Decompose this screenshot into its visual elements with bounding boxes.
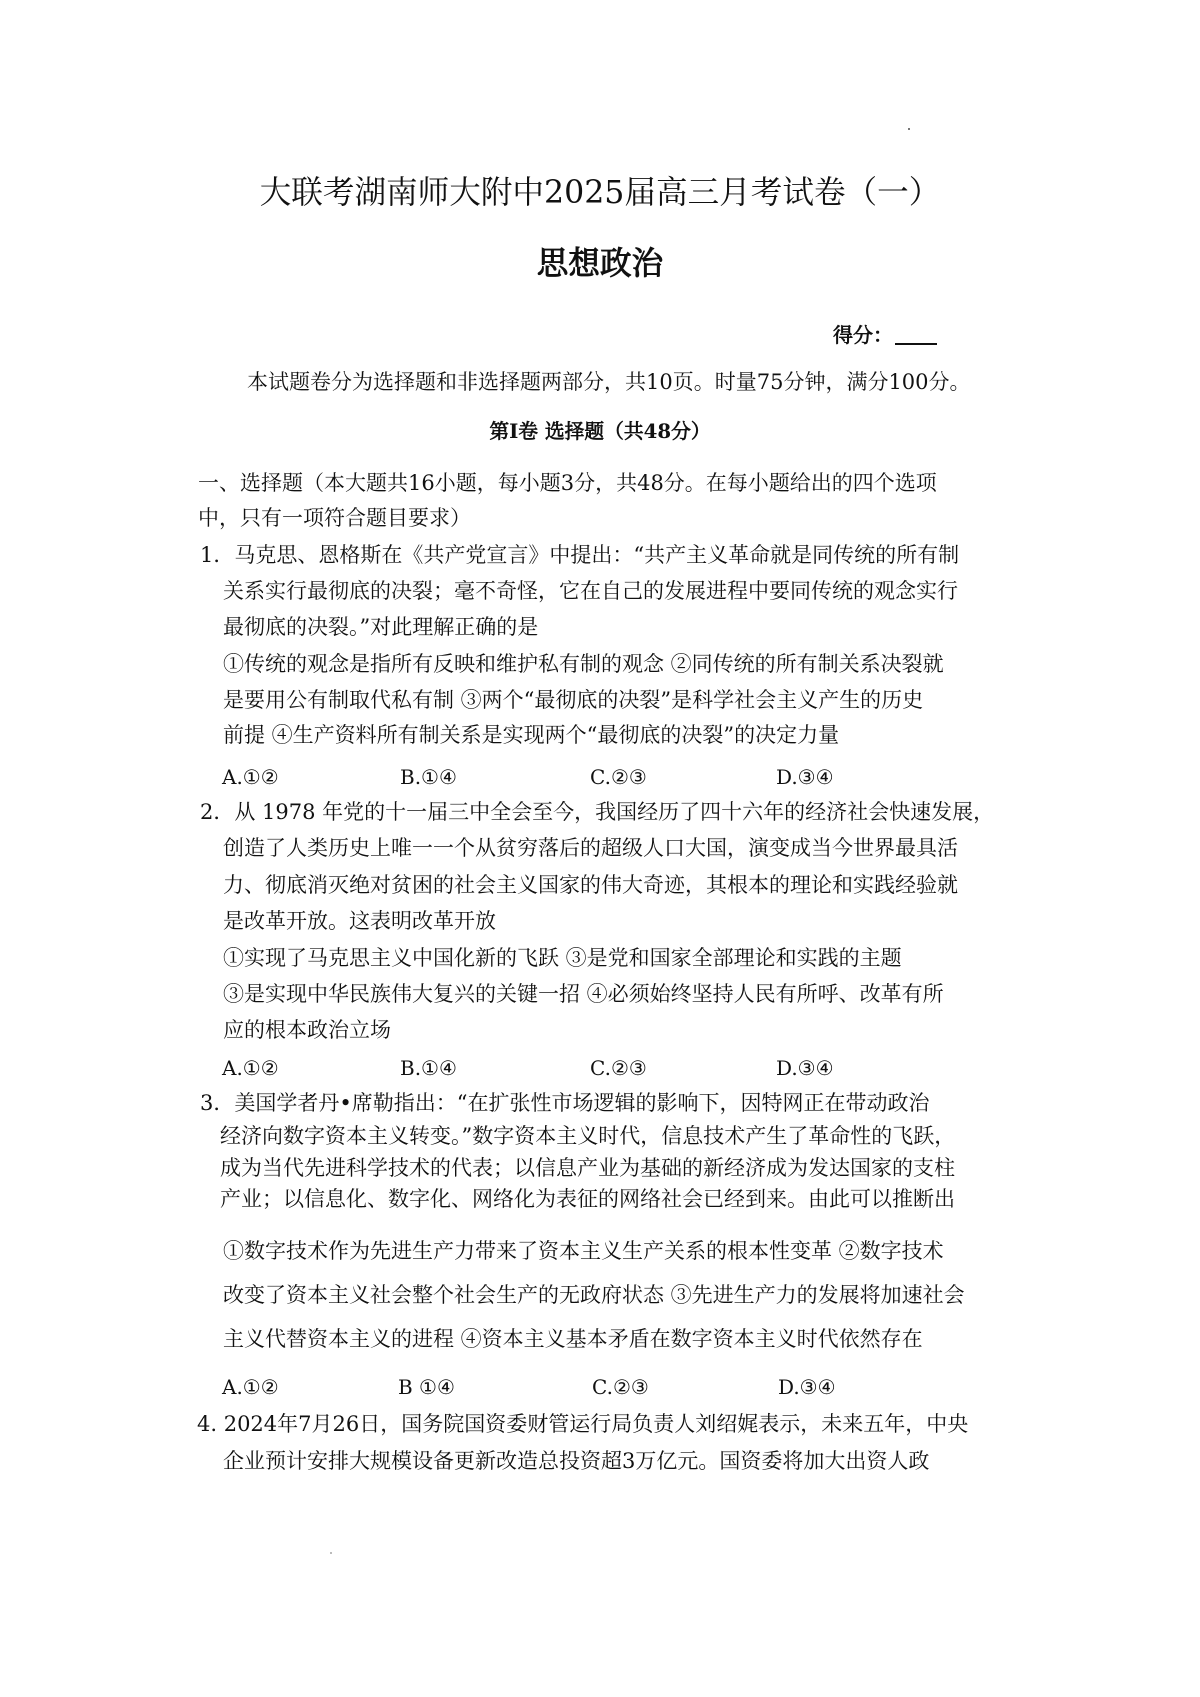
question-stem-line: 成为当代先进科学技术的代表；以信息产业为基础的新经济成为发达国家的支柱 xyxy=(220,1156,955,1180)
question-stem-line: 经济向数字资本主义转变。”数字资本主义时代，信息技术产生了革命性的飞跃， xyxy=(220,1124,956,1148)
exam-title: 大联考湖南师大附中2025届高三月考试卷（一） xyxy=(259,175,941,211)
part-title: 第I卷 选择题（共48分） xyxy=(489,419,711,443)
option-b[interactable]: B ①④ xyxy=(398,1375,455,1399)
option-a[interactable]: A.①② xyxy=(222,765,279,789)
section-heading-line: 中，只有一项符合题目要求） xyxy=(198,506,471,530)
score-blank xyxy=(895,325,937,345)
question-stem-line: 企业预计安排大规模设备更新改造总投资超3万亿元。国资委将加大出资人政 xyxy=(223,1449,930,1473)
statement-line: 主义代替资本主义的进程 ④资本主义基本矛盾在数字资本主义时代依然存在 xyxy=(223,1327,923,1351)
statement-line: 是要用公有制取代私有制 ③两个“最彻底的决裂”是科学社会主义产生的历史 xyxy=(223,688,924,712)
question-stem-line: 最彻底的决裂。”对此理解正确的是 xyxy=(223,615,539,639)
statement-line: 应的根本政治立场 xyxy=(223,1018,391,1042)
question-stem-line: 关系实行最彻底的决裂；毫不奇怪，它在自己的发展进程中要同传统的观念实行 xyxy=(223,579,958,603)
question-stem-line: 3．美国学者丹•席勒指出：“在扩张性市场逻辑的影响下，因特网正在带动政治 xyxy=(200,1091,930,1115)
option-d[interactable]: D.③④ xyxy=(776,1056,834,1080)
option-c[interactable]: C.②③ xyxy=(592,1375,649,1399)
question-stem-line: 2．从 1978 年党的十一届三中全会至今，我国经历了四十六年的经济社会快速发展， xyxy=(200,800,995,824)
option-d[interactable]: D.③④ xyxy=(778,1375,836,1399)
statement-line: ①传统的观念是指所有反映和维护私有制的观念 ②同传统的所有制关系决裂就 xyxy=(223,652,944,676)
scan-speck xyxy=(330,1552,332,1554)
statement-line: 改变了资本主义社会整个社会生产的无政府状态 ③先进生产力的发展将加速社会 xyxy=(223,1283,965,1307)
question-stem-line: 4. 2024年7月26日，国务院国资委财管运行局负责人刘绍娓表示，未来五年，中央 xyxy=(197,1412,969,1436)
question-stem-line: 是改革开放。这表明改革开放 xyxy=(223,909,496,933)
statement-line: ③是实现中华民族伟大复兴的关键一招 ④必须始终坚持人民有所呼、改革有所 xyxy=(223,982,944,1006)
question-stem-line: 创造了人类历史上唯一一个从贫穷落后的超级人口大国，演变成当今世界最具活 xyxy=(223,836,958,860)
question-stem-line: 产业；以信息化、数字化、网络化为表征的网络社会已经到来。由此可以推断出 xyxy=(220,1187,955,1211)
option-a[interactable]: A.①② xyxy=(222,1056,279,1080)
option-c[interactable]: C.②③ xyxy=(590,765,647,789)
subject-title: 思想政治 xyxy=(536,245,664,282)
statement-line: 前提 ④生产资料所有制关系是实现两个“最彻底的决裂”的决定力量 xyxy=(223,723,840,747)
section-heading-line: 一、选择题（本大题共16小题，每小题3分，共48分。在每小题给出的四个选项 xyxy=(198,471,937,495)
score-label: 得分： xyxy=(833,323,893,347)
option-b[interactable]: B.①④ xyxy=(400,765,457,789)
score-field xyxy=(833,325,937,345)
question-stem-line: 力、彻底消灭绝对贫困的社会主义国家的伟大奇迹，其根本的理论和实践经验就 xyxy=(223,873,958,897)
option-d[interactable]: D.③④ xyxy=(776,765,834,789)
option-a[interactable]: A.①② xyxy=(222,1375,279,1399)
statement-line: ①数字技术作为先进生产力带来了资本主义生产关系的根本性变革 ②数字技术 xyxy=(223,1239,944,1263)
scan-speck xyxy=(908,128,910,130)
option-c[interactable]: C.②③ xyxy=(590,1056,647,1080)
exam-instructions: 本试题卷分为选择题和非选择题两部分，共10页。时量75分钟，满分100分。 xyxy=(247,370,971,394)
option-b[interactable]: B.①④ xyxy=(400,1056,457,1080)
question-stem-line: 1．马克思、恩格斯在《共产党宣言》中提出：“共产主义革命就是同传统的所有制 xyxy=(200,543,960,567)
statement-line: ①实现了马克思主义中国化新的飞跃 ③是党和国家全部理论和实践的主题 xyxy=(223,946,902,970)
